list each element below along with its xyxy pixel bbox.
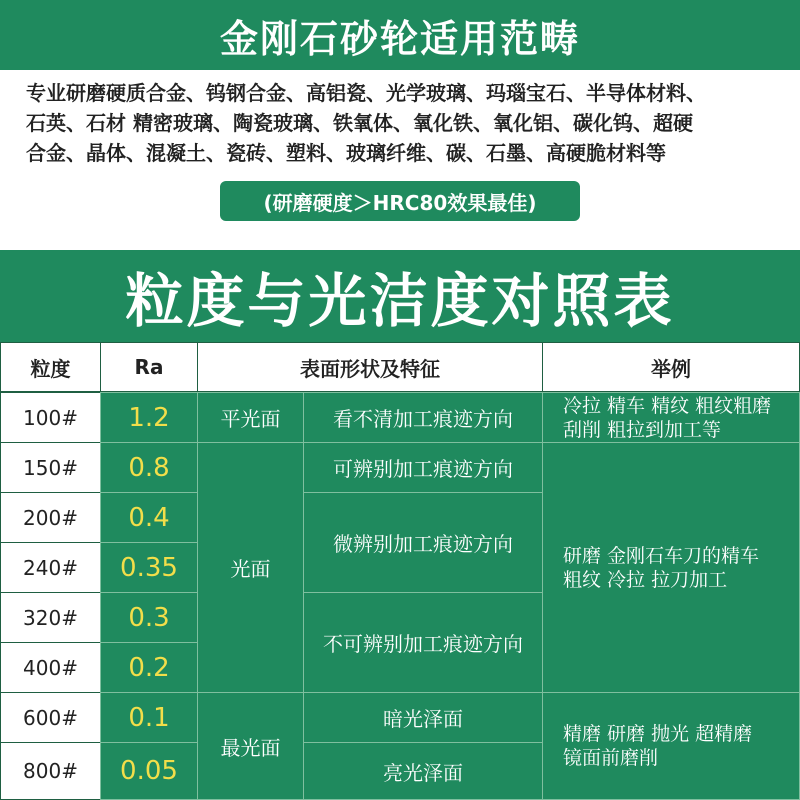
section-banner — [0, 250, 800, 342]
example-line: 镜面前磨削 — [563, 747, 659, 769]
ra-value: 0.35 — [100, 542, 198, 593]
header-grit: 粒度 — [0, 342, 101, 392]
example-cell — [542, 442, 800, 693]
example-line: 粗纹 冷拉 拉刀加工 — [563, 568, 728, 591]
hardness-note-text: (研磨硬度＞HRC80效果最佳) — [263, 190, 537, 215]
example-line: 刮削 粗拉到加工等 — [563, 418, 722, 441]
example-cell — [542, 392, 800, 443]
example-line: 冷拉 精车 精纹 粗纹粗磨 — [563, 394, 772, 417]
grit-finish-table — [0, 342, 800, 800]
ra-value: 0.4 — [100, 492, 198, 543]
surface-group: 最光面 — [197, 692, 304, 800]
description-line: 合金、晶体、混凝土、瓷砖、塑料、玻璃纤维、碳、石墨、高硬脆材料等 — [26, 141, 666, 165]
surface-feature: 暗光泽面 — [303, 692, 543, 743]
description-line: 专业研磨硬质合金、钨钢合金、高铝瓷、光学玻璃、玛瑙宝石、半导体材料、 — [26, 81, 706, 105]
application-description — [26, 78, 786, 168]
top-banner — [0, 0, 800, 70]
grade-cell: 200# — [0, 492, 101, 543]
header-ra: Ra — [100, 342, 198, 392]
hardness-note-badge — [220, 181, 580, 221]
ra-value: 1.2 — [100, 392, 198, 443]
ra-value: 0.8 — [100, 442, 198, 493]
top-banner-title: 金刚石砂轮适用范畴 — [219, 16, 580, 61]
grade-cell: 400# — [0, 642, 101, 693]
ra-value: 0.3 — [100, 592, 198, 643]
surface-feature: 可辨别加工痕迹方向 — [303, 442, 543, 493]
grade-cell: 600# — [0, 692, 101, 743]
grade-cell: 320# — [0, 592, 101, 643]
surface-feature: 看不清加工痕迹方向 — [303, 392, 543, 443]
example-line: 研磨 金刚石车刀的精车 — [563, 544, 760, 567]
surface-feature: 不可辨别加工痕迹方向 — [303, 592, 543, 693]
grade-cell: 800# — [0, 742, 101, 800]
example-line: 精磨 研磨 抛光 超精磨 — [563, 723, 753, 745]
section-title: 粒度与光洁度对照表 — [125, 267, 675, 335]
header-surface: 表面形状及特征 — [197, 342, 543, 392]
grade-cell: 100# — [0, 392, 101, 443]
surface-group: 光面 — [197, 442, 304, 693]
ra-value: 0.1 — [100, 692, 198, 743]
grade-cell: 150# — [0, 442, 101, 493]
header-example: 举例 — [542, 342, 800, 392]
ra-value: 0.2 — [100, 642, 198, 693]
ra-value: 0.05 — [100, 742, 198, 800]
surface-feature: 亮光泽面 — [303, 742, 543, 800]
description-line: 石英、石材 精密玻璃、陶瓷玻璃、铁氧体、氧化铁、氧化铝、碳化钨、超硬 — [26, 111, 693, 135]
surface-group: 平光面 — [197, 392, 304, 443]
surface-feature: 微辨别加工痕迹方向 — [303, 492, 543, 593]
grade-cell: 240# — [0, 542, 101, 593]
example-cell — [542, 692, 800, 800]
